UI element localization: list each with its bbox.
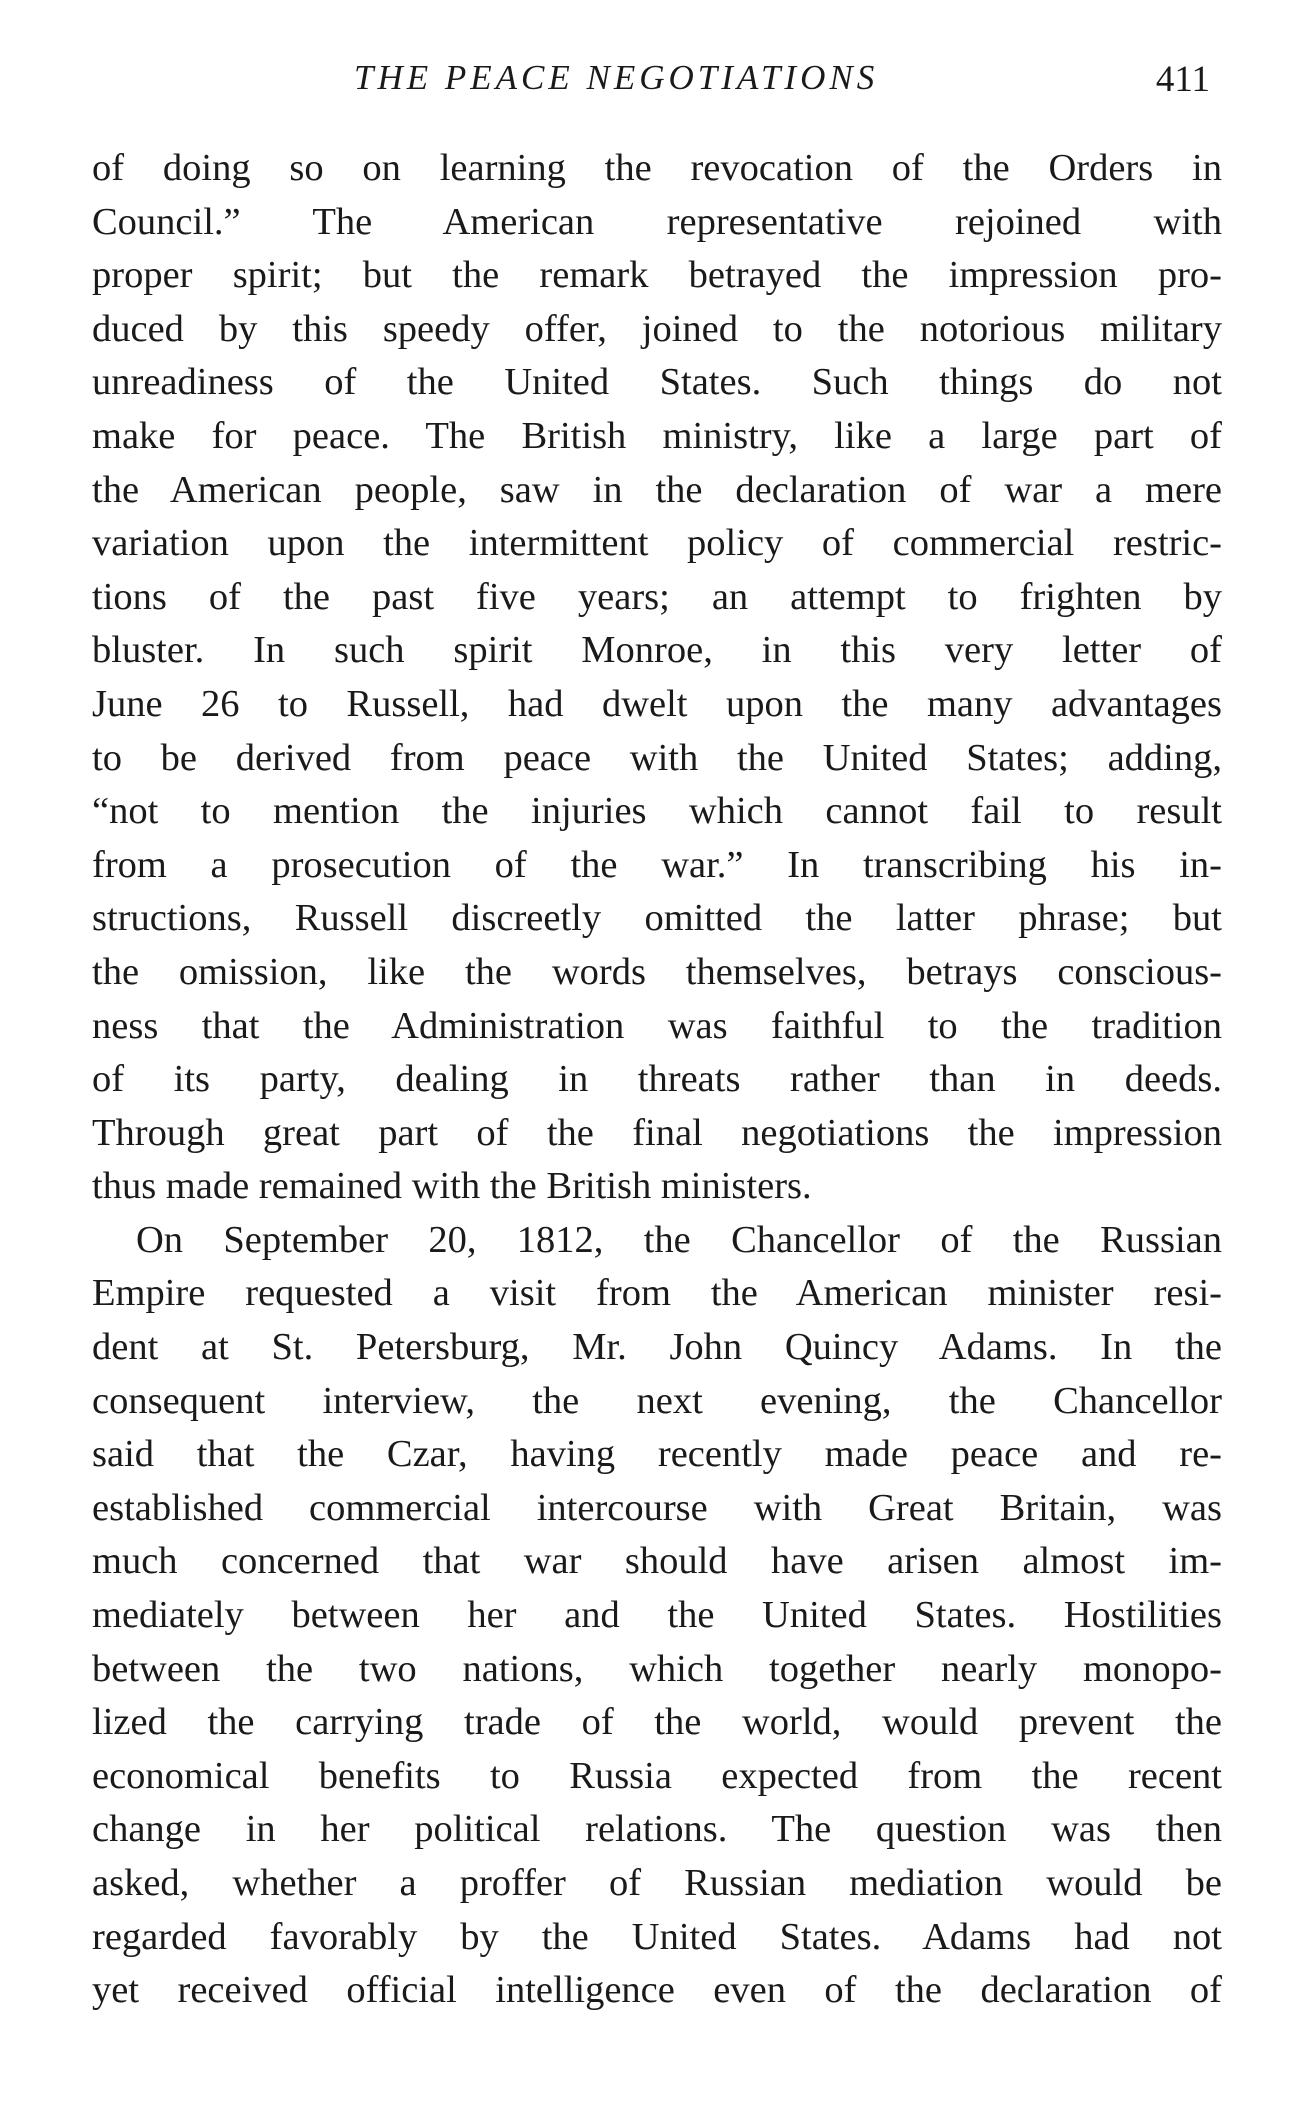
text-line: between the two nations, which together nearly monopo- (92, 1647, 1222, 1690)
text-line: Through great part of the final negotiations the impression (92, 1111, 1222, 1154)
text-line: lized the carrying trade of the world, would prevent the (92, 1701, 1222, 1744)
text-line: from a prosecution of the war.” In transcribing his in- (92, 843, 1222, 886)
text-line: economical benefits to Russia expected from the recent (92, 1754, 1222, 1797)
text-line: ness that the Administration was faithful to the tradition (92, 1004, 1222, 1047)
text-line: bluster. In such spirit Monroe, in this very letter of (92, 629, 1222, 672)
text-line: proper spirit; but the remark betrayed the impression pro- (92, 254, 1222, 297)
text-line: “not to mention the injuries which cannot fail to result (92, 790, 1222, 833)
text-line: asked, whether a proffer of Russian mediation would be (92, 1862, 1222, 1904)
text-line: yet received official intelligence even of the declaration of (92, 1969, 1222, 2012)
paragraph-2 (92, 1214, 1222, 2018)
text-line: variation upon the intermittent policy of commercial restric- (92, 522, 1222, 565)
text-line: make for peace. The British ministry, like a large part of (92, 414, 1222, 457)
text-line: change in her political relations. The question was then (92, 1808, 1222, 1851)
text-line: of its party, dealing in threats rather than in deeds. (92, 1058, 1222, 1101)
text-line: Council.” The American representative rejoined with (92, 200, 1222, 243)
text-line: consequent interview, the next evening, the Chancellor (92, 1379, 1222, 1422)
running-title: THE PEACE NEGOTIATIONS (354, 58, 879, 97)
text-line: much concerned that war should have arisen almost im- (92, 1540, 1222, 1583)
text-line: On September 20, 1812, the Chancellor of the Russian (136, 1218, 1222, 1261)
text-line: mediately between her and the United States. Hostilities (92, 1594, 1222, 1637)
text-line: structions, Russell discreetly omitted the latter phrase; but (92, 897, 1222, 940)
text-line: the American people, saw in the declaration of war a mere (92, 468, 1222, 511)
paragraph-1 (92, 142, 1222, 1214)
text-line: tions of the past five years; an attempt to frighten by (92, 575, 1222, 618)
running-head (92, 58, 1222, 108)
text-line: duced by this speedy offer, joined to the notorious military (92, 307, 1222, 350)
text-line: said that the Czar, having recently made peace and re- (92, 1433, 1222, 1476)
book-page (92, 0, 1222, 2127)
text-line: Empire requested a visit from the American minister resi- (92, 1272, 1222, 1315)
text-line: of doing so on learning the revocation of the Orders in (92, 147, 1222, 189)
body-text (92, 142, 1222, 2018)
text-line: unreadiness of the United States. Such things do not (92, 361, 1222, 404)
text-line: June 26 to Russell, had dwelt upon the many advantages (92, 682, 1222, 725)
text-line: thus made remained with the British ministers. (92, 1165, 812, 1208)
text-line: dent at St. Petersburg, Mr. John Quincy Adams. In the (92, 1326, 1222, 1369)
text-line: established commercial intercourse with Great Britain, was (92, 1486, 1222, 1529)
text-line: the omission, like the words themselves, betrays conscious- (92, 950, 1222, 993)
page-number: 411 (1155, 59, 1210, 100)
text-line: regarded favorably by the United States. Adams had not (92, 1915, 1222, 1958)
text-line: to be derived from peace with the United States; adding, (92, 736, 1222, 779)
